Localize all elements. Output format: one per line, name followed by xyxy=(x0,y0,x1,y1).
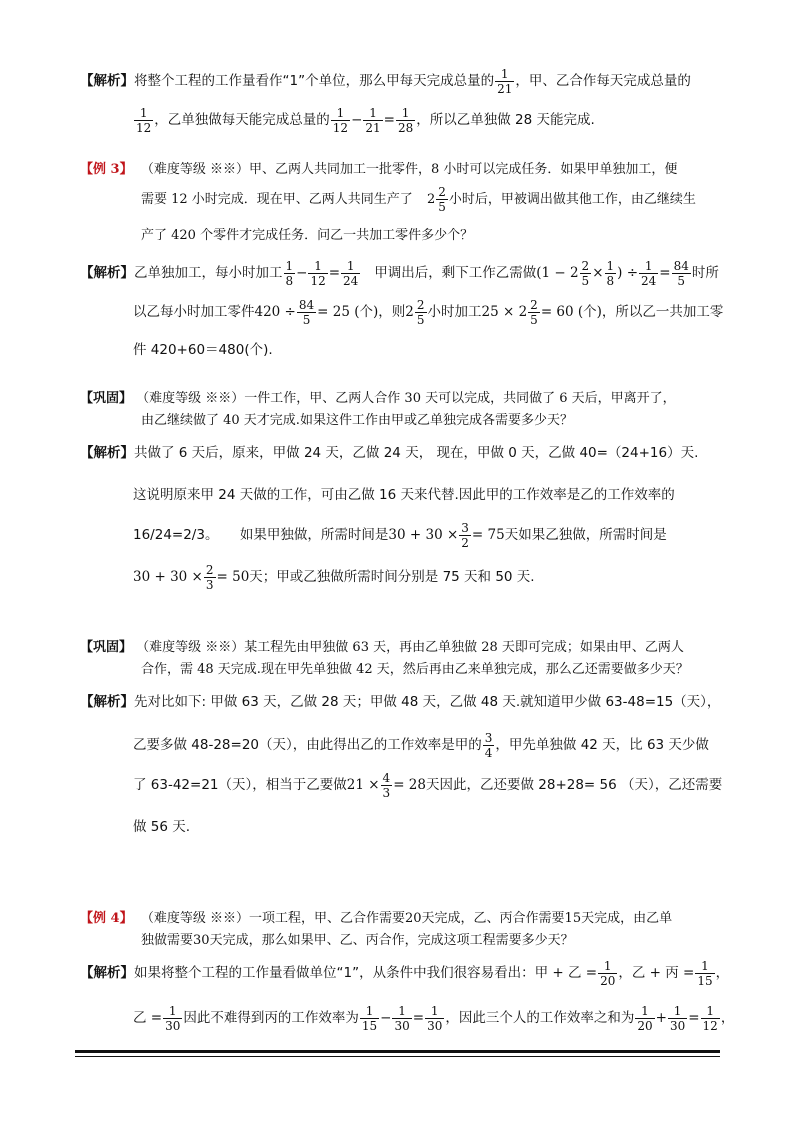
analysis-text: 如果将整个工程的工作量看做单位“1”，从条件中我们很容易看出： xyxy=(134,965,535,981)
fraction: $\frac{1}{12}$ xyxy=(136,105,152,135)
analysis-text: 时所 xyxy=(691,265,719,281)
analysis-label: 【解析】 xyxy=(80,694,134,710)
analysis-text: 天因此，乙还要做 28+28= 56 （天），乙还需要 xyxy=(425,777,723,793)
question-text: 天完成，那么如果甲、乙、丙合作，完成这项工程需要多少天？ xyxy=(209,933,574,948)
analysis-text: 件 420+60＝480(个). xyxy=(133,342,273,358)
example3-question-line-1 xyxy=(80,160,677,180)
analysis-text: ，所以乙一共加工零 xyxy=(601,304,724,320)
analysis-text: 乙要多做 48-28=20（天），由此得出乙的工作效率是甲的 xyxy=(133,737,482,753)
analysis-text: ，所以乙单独做 28 天能完成. xyxy=(416,112,595,128)
fraction: $\frac{1}{30}$ xyxy=(165,1003,181,1033)
analysis-text: 将整个工程的工作量看作“1”个单位，那么甲每天完成总量的 xyxy=(134,73,495,89)
example3-analysis-line-1: 【解析】乙单独加工，每小时加工 $\frac{1}{8}$ − $\frac{1}{12}$ = $\frac{1}{24}$ 甲调出后，剩下工作乙需做(1 − 2 $\frac{2}{5}$ × $\frac{1}{8}$ ) ÷ $\frac{1}{24}$ = $\frac{84}{5}$ 时所 xyxy=(80,258,719,288)
fraction: $\frac{4}{3}$ xyxy=(382,770,391,800)
analysis-text: 天如果乙独做，所需时间是 xyxy=(504,527,667,543)
question-text: 需要 12 小时完成．现在甲、乙两人共同生产了 xyxy=(141,192,413,207)
example4-analysis-line-2: 乙 = $\frac{1}{30}$ 因此不难得到丙的工作效率为 $\frac{1}{15}$ − $\frac{1}{30}$ = $\frac{1}{30}$ ，因此三个人的工作效率之和为 $\frac{1}{20}$ + $\frac{1}{30}$ = $\frac{1}{12}$ ， xyxy=(133,1003,735,1033)
fraction: $\frac{1}{20}$ xyxy=(637,1003,653,1033)
fraction: $\frac{3}{4}$ xyxy=(484,730,493,760)
fraction: $\frac{84}{5}$ xyxy=(673,258,689,288)
footer-rule-thick xyxy=(75,1050,720,1053)
question-text: 产了 420 个零件才完成任务．问乙一共加工零件多少个？ xyxy=(141,228,474,243)
analysis-text: 如果甲独做，所需时间是 xyxy=(239,527,389,543)
example4-question-line-2: 独做需要30天完成，那么如果甲、乙、丙合作，完成这项工程需要多少天？ xyxy=(141,933,574,948)
fraction: $\frac{2}{3}$ xyxy=(205,562,214,592)
analysis-text: 共做了 6 天后，原来，甲做 24 天，乙做 24 天， 现在，甲做 0 天，乙做 40=（24+16）天. xyxy=(134,445,699,461)
consolidate2-analysis-line-3: 了 63-42=21（天），相当于乙要做21 × $\frac{4}{3}$ = 28天因此，乙还要做 28+28= 56 （天），乙还需要 xyxy=(133,770,723,800)
analysis-line-2: $\frac{1}{12}$ ，乙单独做每天能完成总量的 $\frac{1}{12}$ − $\frac{1}{21}$ = $\frac{1}{28}$ ，所以乙单独做 28 天能完成. xyxy=(136,105,595,135)
fraction: $\frac{1}{30}$ xyxy=(669,1003,686,1033)
fraction: $\frac{2}{5}$ xyxy=(581,258,590,288)
footer-rule-thin xyxy=(75,1056,720,1057)
question-text: （难度等级 ※※）甲、乙两人共同加工一批零件，8 小时可以完成任务．如果甲单独加工，便 xyxy=(140,162,678,177)
question-text: 独做需要 xyxy=(141,933,194,948)
question-text: 由乙继续做了 40 天才完成.如果这件工作由甲或乙单独完成各需要多少天？ xyxy=(141,413,573,428)
fraction: $\frac{1}{21}$ xyxy=(365,105,381,135)
fraction: $\frac{1}{30}$ xyxy=(394,1003,410,1033)
question-text: 天完成，乙、丙合作需要 xyxy=(421,911,565,926)
consolidate1-analysis-line-3: 16/24=2/3。 如果甲独做，所需时间是30 + 30 × $\frac{3}{2}$ = 75天如果乙独做，所需时间是 xyxy=(133,520,667,550)
fraction: $\frac{1}{15}$ xyxy=(697,958,713,988)
fraction: $\frac{1}{24}$ xyxy=(641,258,657,288)
example3-analysis-line-2: 以乙每小时加工零件420 ÷ $\frac{84}{5}$ = 25 (个)，则2 $\frac{2}{5}$ 小时加工25 × 2 $\frac{2}{5}$ = 60 (个)，所以乙一共加工零 xyxy=(133,297,724,327)
consolidate2-question-line-1 xyxy=(80,638,684,658)
fraction: $\frac{1}{12}$ xyxy=(702,1003,718,1033)
analysis-label: 【解析】 xyxy=(80,445,134,461)
example-label: 【例 4】 xyxy=(80,911,133,926)
example4-question-line-1: 【例 4】 （难度等级 ※※）一项工程，甲、乙合作需要20天完成，乙、丙合作需要15天完成，由乙单 xyxy=(80,911,673,926)
question-text: （难度等级 ※※）某工程先由甲独做 63 天，再由乙单独做 28 天即可完成；如果由甲、乙两人 xyxy=(136,640,684,655)
fraction: $\frac{1}{12}$ xyxy=(310,258,326,288)
question-text: （难度等级 ※※）一项工程，甲、乙合作需要 xyxy=(140,911,405,926)
fraction: $\frac{1}{24}$ xyxy=(343,258,359,288)
fraction: $\frac{1}{20}$ xyxy=(600,958,616,988)
analysis-text: ，因此三个人的工作效率之和为 xyxy=(445,1010,635,1026)
question-text: 天完成，由乙单 xyxy=(581,911,673,926)
fraction: $\frac{1}{21}$ xyxy=(497,66,513,96)
analysis-text: 了 63-42=21（天），相当于乙要做 xyxy=(133,777,347,793)
analysis-text: ，乙单独做每天能完成总量的 xyxy=(154,112,330,128)
analysis-text: 小时加工 xyxy=(427,304,482,320)
analysis-text: 这说明原来甲 24 天做的工作，可由乙做 16 天来代替.因此甲的工作效率是乙的工作效率的 xyxy=(133,487,675,503)
analysis-text: 16/24=2/3。 xyxy=(133,527,219,543)
analysis-label: 【解析】 xyxy=(80,73,134,89)
example-label: 【例 3】 xyxy=(80,162,133,177)
fraction: $\frac{2}{5}$ xyxy=(438,185,446,214)
fraction: $\frac{1}{15}$ xyxy=(361,1003,378,1033)
analysis-label: 【解析】 xyxy=(80,965,134,981)
analysis-text: 乙单独加工，每小时加工 xyxy=(134,265,283,281)
analysis-text: 先对比如下: 甲做 63 天，乙做 28 天；甲做 48 天，乙做 48 天.就知道甲少做 63-48=15（天）， xyxy=(134,694,721,710)
example3-analysis-line-3 xyxy=(133,340,273,360)
analysis-text: ，甲先单独做 42 天，比 63 天少做 xyxy=(495,737,709,753)
analysis-text: 因此不难得到丙的工作效率为 xyxy=(183,1010,359,1026)
example4-analysis-line-1: 【解析】如果将整个工程的工作量看做单位“1”，从条件中我们很容易看出：甲 + 乙 = $\frac{1}{20}$ ，乙 + 丙 = $\frac{1}{15}$ ， xyxy=(80,958,730,988)
consolidate2-analysis-line-4 xyxy=(133,817,190,837)
consolidate1-question-line-2 xyxy=(141,411,573,431)
question-text: 小时后，甲被调出做其他工作，由乙继续生 xyxy=(448,192,696,207)
fraction: $\frac{1}{8}$ xyxy=(285,258,294,288)
example3-question-line-2 xyxy=(141,190,413,210)
question-text: 合作，需 48 天完成.现在甲先单独做 42 天，然后再由乙来单独完成，那么乙还需要做多少天？ xyxy=(141,662,689,677)
fraction: $\frac{1}{8}$ xyxy=(606,258,615,288)
consolidate2-analysis-line-2 xyxy=(133,727,709,763)
consolidate-label: 【巩固】 xyxy=(80,640,133,655)
fraction: $\frac{2}{5}$ xyxy=(530,297,538,327)
consolidate2-question-line-2 xyxy=(141,660,689,680)
example3-question-line-4 xyxy=(141,226,473,246)
fraction: $\frac{84}{5}$ xyxy=(298,297,315,327)
analysis-text: 以乙每小时加工零件 xyxy=(133,304,255,320)
consolidate-label: 【巩固】 xyxy=(80,391,133,406)
fraction: $\frac{1}{28}$ xyxy=(397,105,414,135)
consolidate1-analysis-line-1 xyxy=(80,443,698,463)
analysis-text: ，甲、乙合作每天完成总量的 xyxy=(515,73,691,89)
analysis-text: 甲调出后，剩下工作乙需做 xyxy=(374,265,537,281)
analysis-line-1 xyxy=(80,64,691,98)
question-text: （难度等级 ※※）一件工作，甲、乙两人合作 30 天可以完成，共同做了 6 天后，甲离开了， xyxy=(136,391,676,406)
consolidate1-analysis-line-2 xyxy=(133,485,675,505)
fraction: $\frac{2}{5}$ xyxy=(416,297,425,327)
consolidate2-analysis-line-1 xyxy=(80,692,720,712)
consolidate1-analysis-line-4: 30 + 30 × $\frac{2}{3}$ = 50天；甲或乙独做所需时间分别是 75 天和 50 天. xyxy=(133,562,535,592)
example3-mixed-number: 2 $\frac{2}{5}$ 小时后，甲被调出做其他工作，由乙继续生 xyxy=(427,185,696,214)
analysis-text: 天；甲或乙独做所需时间分别是 75 天和 50 天. xyxy=(249,569,535,585)
fraction: $\frac{1}{12}$ xyxy=(332,105,349,135)
consolidate1-question-line-1 xyxy=(80,389,676,409)
analysis-text: ，则 xyxy=(378,304,406,320)
analysis-text: 做 56 天. xyxy=(133,819,191,835)
fraction: $\frac{3}{2}$ xyxy=(461,520,469,550)
fraction: $\frac{1}{30}$ xyxy=(427,1003,443,1033)
analysis-label: 【解析】 xyxy=(80,265,134,281)
